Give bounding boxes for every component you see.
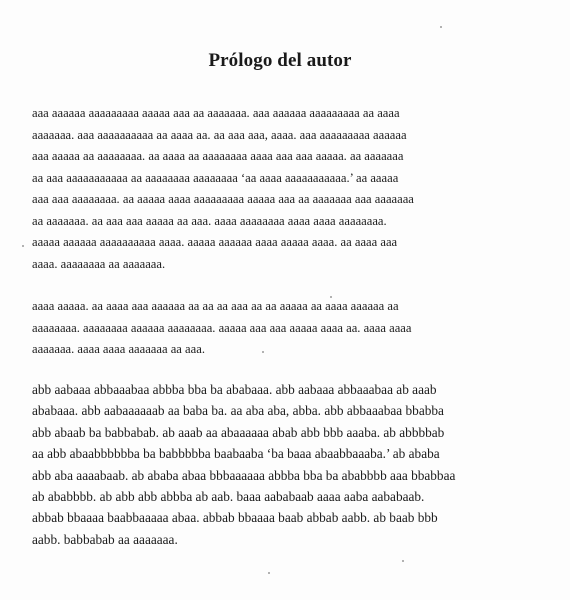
scan-speck	[268, 572, 270, 574]
paragraph-1	[32, 103, 542, 275]
text-line: aa aaaaaaa. aa aaa aaa aaaaa aa aaa. aaaa aaaaaaaa aaaa aaaa aaaaaaaa.	[32, 213, 387, 228]
text-line: aa aaa aaaaaaaaaaa aa aaaaaaaa aaaaaaaa ‘aa aaaa aaaaaaaaaaa.’ aa aaaaa	[32, 170, 399, 185]
scan-speck	[402, 560, 404, 562]
text-line: abb abaab ba babbabab. ab aaab aa abaaaaaa abab abb bbb aaaba. ab abbbbab	[32, 424, 445, 440]
text-line: abb aba aaaabaab. ab ababa abaa bbbaaaaaa abbba bba ba ababbbb aaa bbabbaa	[32, 467, 456, 483]
text-line: aaa aaaaaa aaaaaaaaa aaaaa aaa aa aaaaaaa. aaa aaaaaa aaaaaaaaa aa aaaa	[32, 106, 400, 120]
text-line: aaa aaa aaaaaaaa. aa aaaaa aaaa aaaaaaaaa aaaaa aaa aa aaaaaaa aaa aaaaaaa	[32, 192, 414, 206]
text-line: abb aabaaa abbaaabaa abbba bba ba ababaaa. abb aabaaa abbaaabaa ab aaab	[32, 382, 437, 397]
page-title: Prólogo del autor	[208, 50, 352, 71]
text-line: aabb. babbabab aa aaaaaaa.	[32, 531, 178, 547]
scan-speck	[22, 245, 24, 247]
paragraph-3	[32, 379, 542, 550]
text-line: aaa aaaaa aa aaaaaaaa. aa aaaa aa aaaaaaaa aaaa aaa aaa aaaaa. aa aaaaaaa	[32, 149, 404, 163]
paragraph-2	[32, 296, 542, 361]
scan-speck	[440, 26, 442, 28]
text-line: aaaa aaaaa. aa aaaa aaa aaaaaa aa aa aa aaa aa aa aaaaa aa aaaa aaaaaa aa	[32, 299, 399, 313]
text-line: aaaaaaaa. aaaaaaaa aaaaaa aaaaaaaa. aaaaa aaa aaa aaaaa aaaa aa. aaaa aaaa	[32, 320, 412, 335]
text-line: aaaaaaa. aaa aaaaaaaaaa aa aaaa aa. aa aaa aaa, aaaa. aaa aaaaaaaaa aaaaaa	[32, 127, 407, 142]
text-line: aaaaa aaaaaa aaaaaaaaaa aaaa. aaaaa aaaaaa aaaa aaaaa aaaa. aa aaaa aaa	[32, 235, 398, 249]
text-line: abbab bbaaaa baabbaaaaa abaa. abbab bbaaaa baab abbab aabb. ab baab bbb	[32, 510, 438, 526]
text-line: aaaaaaa. aaaa aaaa aaaaaaa aa aaa.	[32, 342, 205, 356]
scan-speck	[262, 351, 264, 353]
text-line: ab ababbbb. ab abb abb abbba ab aab. baaa aababaab aaaa aaba aababaab.	[32, 489, 425, 505]
text-line: aaaa. aaaaaaaa aa aaaaaaa.	[32, 256, 166, 271]
text-line: aa abb abaabbbbbba ba babbbbba baabaaba ‘ba baaa abaabbaaaba.’ ab ababa	[32, 446, 440, 462]
scan-speck	[330, 296, 332, 298]
text-line: ababaaa. abb aabaaaaaab aa baba ba. aa aba aba, abba. abb abbaaabaa bbabba	[32, 403, 444, 419]
